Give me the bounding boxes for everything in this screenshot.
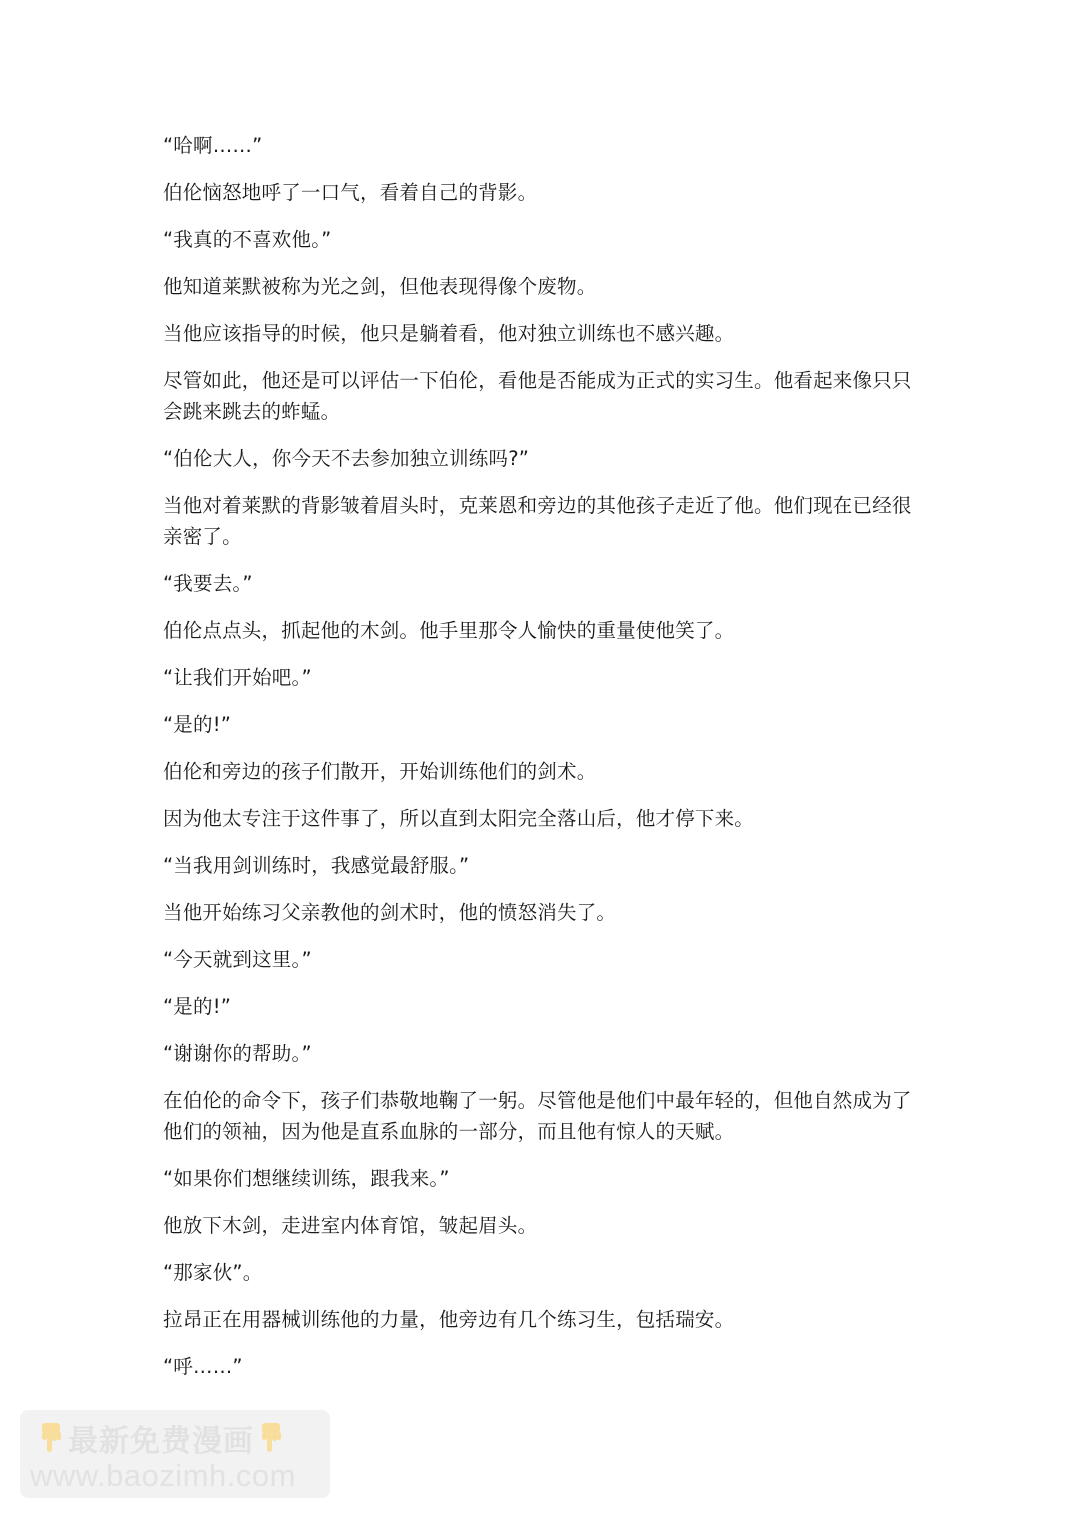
paragraph: “如果你们想继续训练，跟我来。” bbox=[163, 1167, 450, 1190]
paragraph: 当他应该指导的时候，他只是躺着看，他对独立训练也不感兴趣。 bbox=[163, 322, 735, 345]
paragraph: 拉昂正在用器械训练他的力量，他旁边有几个练习生，包括瑞安。 bbox=[163, 1308, 735, 1331]
watermark-url: www.baozimh.com bbox=[30, 1458, 296, 1493]
paragraph: “是的!” bbox=[163, 713, 232, 736]
paragraph: “伯伦大人，你今天不去参加独立训练吗?” bbox=[163, 447, 530, 470]
paragraph: “当我用剑训练时，我感觉最舒服。” bbox=[163, 854, 470, 877]
paragraph: 在伯伦的命令下，孩子们恭敬地鞠了一躬。尽管他是他们中最年轻的，但他自然成为了他们的领袖，因为他是直系血脉的一部分，而且他有惊人的天赋。 bbox=[163, 1089, 912, 1143]
paragraph: “谢谢你的帮助。” bbox=[163, 1042, 312, 1065]
paragraph: “我真的不喜欢他。” bbox=[163, 228, 332, 251]
paragraph: 他知道莱默被称为光之剑，但他表现得像个废物。 bbox=[163, 275, 597, 298]
paragraph: 他放下木剑，走进室内体育馆，皱起眉头。 bbox=[163, 1214, 538, 1237]
paragraph: “哈啊……” bbox=[163, 134, 263, 157]
pointing-down-hand-icon bbox=[36, 1421, 66, 1455]
paragraph: 尽管如此，他还是可以评估一下伯伦，看他是否能成为正式的实习生。他看起来像只只会跳来跳去的蚱蜢。 bbox=[163, 369, 912, 423]
pointing-down-hand-icon bbox=[256, 1421, 286, 1455]
paragraph: “呼……” bbox=[163, 1355, 243, 1378]
paragraph: 伯伦和旁边的孩子们散开，开始训练他们的剑术。 bbox=[163, 760, 597, 783]
paragraph: 当他开始练习父亲教他的剑术时，他的愤怒消失了。 bbox=[163, 901, 617, 924]
paragraph: “我要去。” bbox=[163, 572, 253, 595]
paragraph: “是的!” bbox=[163, 995, 232, 1018]
paragraph: “让我们开始吧。” bbox=[163, 666, 312, 689]
paragraph: 伯伦恼怒地呼了一口气，看着自己的背影。 bbox=[163, 181, 538, 204]
paragraph: “那家伙”。 bbox=[163, 1261, 263, 1284]
site-watermark bbox=[20, 1410, 330, 1498]
paragraph: 伯伦点点头，抓起他的木剑。他手里那令人愉快的重量使他笑了。 bbox=[163, 619, 735, 642]
paragraph: “今天就到这里。” bbox=[163, 948, 312, 971]
chapter-text bbox=[163, 130, 915, 1398]
watermark-slogan-row bbox=[34, 1418, 288, 1458]
paragraph: 当他对着莱默的背影皱着眉头时，克莱恩和旁边的其他孩子走近了他。他们现在已经很亲密了。 bbox=[163, 494, 912, 548]
watermark-slogan: 最新免费漫画 bbox=[68, 1424, 254, 1459]
paragraph: 因为他太专注于这件事了，所以直到太阳完全落山后，他才停下来。 bbox=[163, 807, 755, 830]
